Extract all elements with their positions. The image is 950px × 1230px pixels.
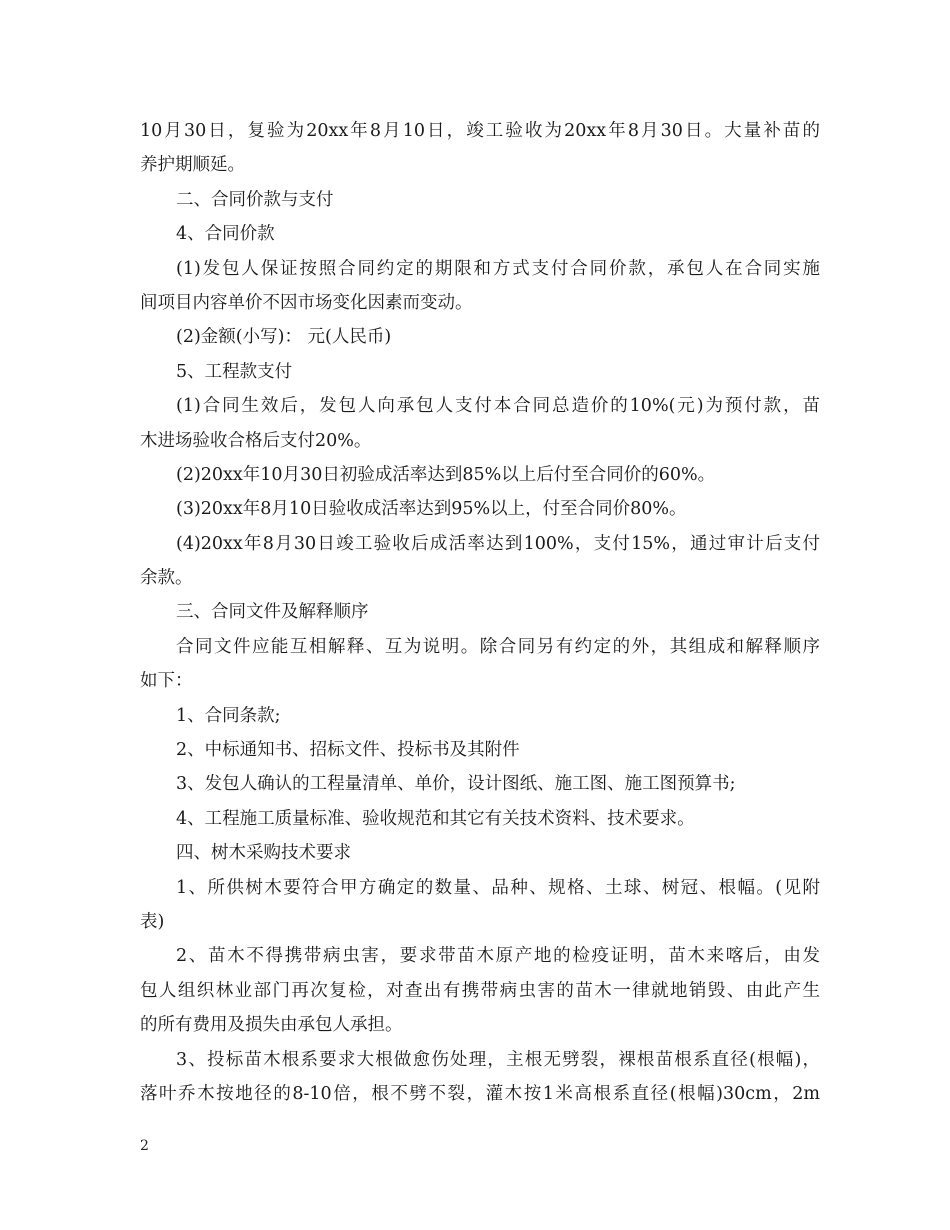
text-line: 4、工程施工质量标准、验收规范和其它有关技术资料、技术要求。 bbox=[176, 808, 695, 829]
text-line: (4)20xx年8月30日竣工验收后成活率达到100%，支付15%，通过审计后支付 bbox=[176, 533, 820, 554]
text-line: 1、合同条款; bbox=[176, 705, 281, 726]
text-line: 间项目内容单价不因市场变化因素而变动。 bbox=[140, 292, 473, 313]
text-line: (3)20xx年8月10日验收成活率达到95%以上，付至合同价80%。 bbox=[176, 499, 687, 520]
text-line: 的所有费用及损失由承包人承担。 bbox=[140, 1015, 403, 1036]
text-line: 二、合同价款与支付 bbox=[176, 189, 334, 210]
text-line: 养护期顺延。 bbox=[140, 155, 245, 176]
text-line: 合同文件应能互相解释、互为说明。除合同另有约定的外，其组成和解释顺序 bbox=[176, 636, 820, 657]
text-line: 表) bbox=[140, 911, 165, 932]
text-line: 落叶乔木按地径的8-10倍，根不劈不裂，灌木按1米高根系直径(根幅)30cm，2m bbox=[140, 1083, 820, 1104]
text-line: 2、中标通知书、招标文件、投标书及其附件 bbox=[176, 740, 520, 761]
text-line: 包人组织林业部门再次复检，对查出有携带病虫害的苗木一律就地销毁、由此产生 bbox=[140, 980, 820, 1001]
text-line: 3、投标苗木根系要求大根做愈伤处理，主根无劈裂，裸根苗根系直径(根幅)， bbox=[176, 1049, 820, 1070]
text-line: 10月30日，复验为20xx年8月10日，竣工验收为20xx年8月30日。大量补苗的 bbox=[140, 121, 820, 141]
page-number: 2 bbox=[140, 1138, 149, 1154]
text-line: 余款。 bbox=[140, 568, 193, 589]
text-line: 4、合同价款 bbox=[176, 224, 275, 245]
text-line: 3、发包人确认的工程量清单、单价，设计图纸、施工图、施工图预算书; bbox=[176, 774, 736, 795]
text-line: (2)金额(小写)： 元(人民币) bbox=[176, 327, 392, 348]
text-line: (1)发包人保证按照合同约定的期限和方式支付合同价款，承包人在合同实施 bbox=[176, 258, 820, 279]
text-line: 四、树木采购技术要求 bbox=[176, 843, 351, 864]
text-line: 5、工程款支付 bbox=[176, 361, 293, 382]
document-body bbox=[140, 114, 820, 1111]
text-line: (2)20xx年10月30日初验成活率达到85%以上后付至合同价的60%。 bbox=[176, 464, 716, 485]
text-line: 2、苗木不得携带病虫害，要求带苗木原产地的检疫证明，苗木来喀后，由发 bbox=[176, 946, 820, 967]
text-line: 木进场验收合格后支付20%。 bbox=[140, 430, 372, 451]
text-line: 如下： bbox=[140, 671, 193, 692]
text-line: (1)合同生效后，发包人向承包人支付本合同总造价的10%(元)为预付款，苗 bbox=[176, 396, 820, 417]
text-line: 三、合同文件及解释顺序 bbox=[176, 602, 369, 623]
text-line: 1、所供树木要符合甲方确定的数量、品种、规格、土球、树冠、根幅。(见附 bbox=[176, 877, 820, 898]
